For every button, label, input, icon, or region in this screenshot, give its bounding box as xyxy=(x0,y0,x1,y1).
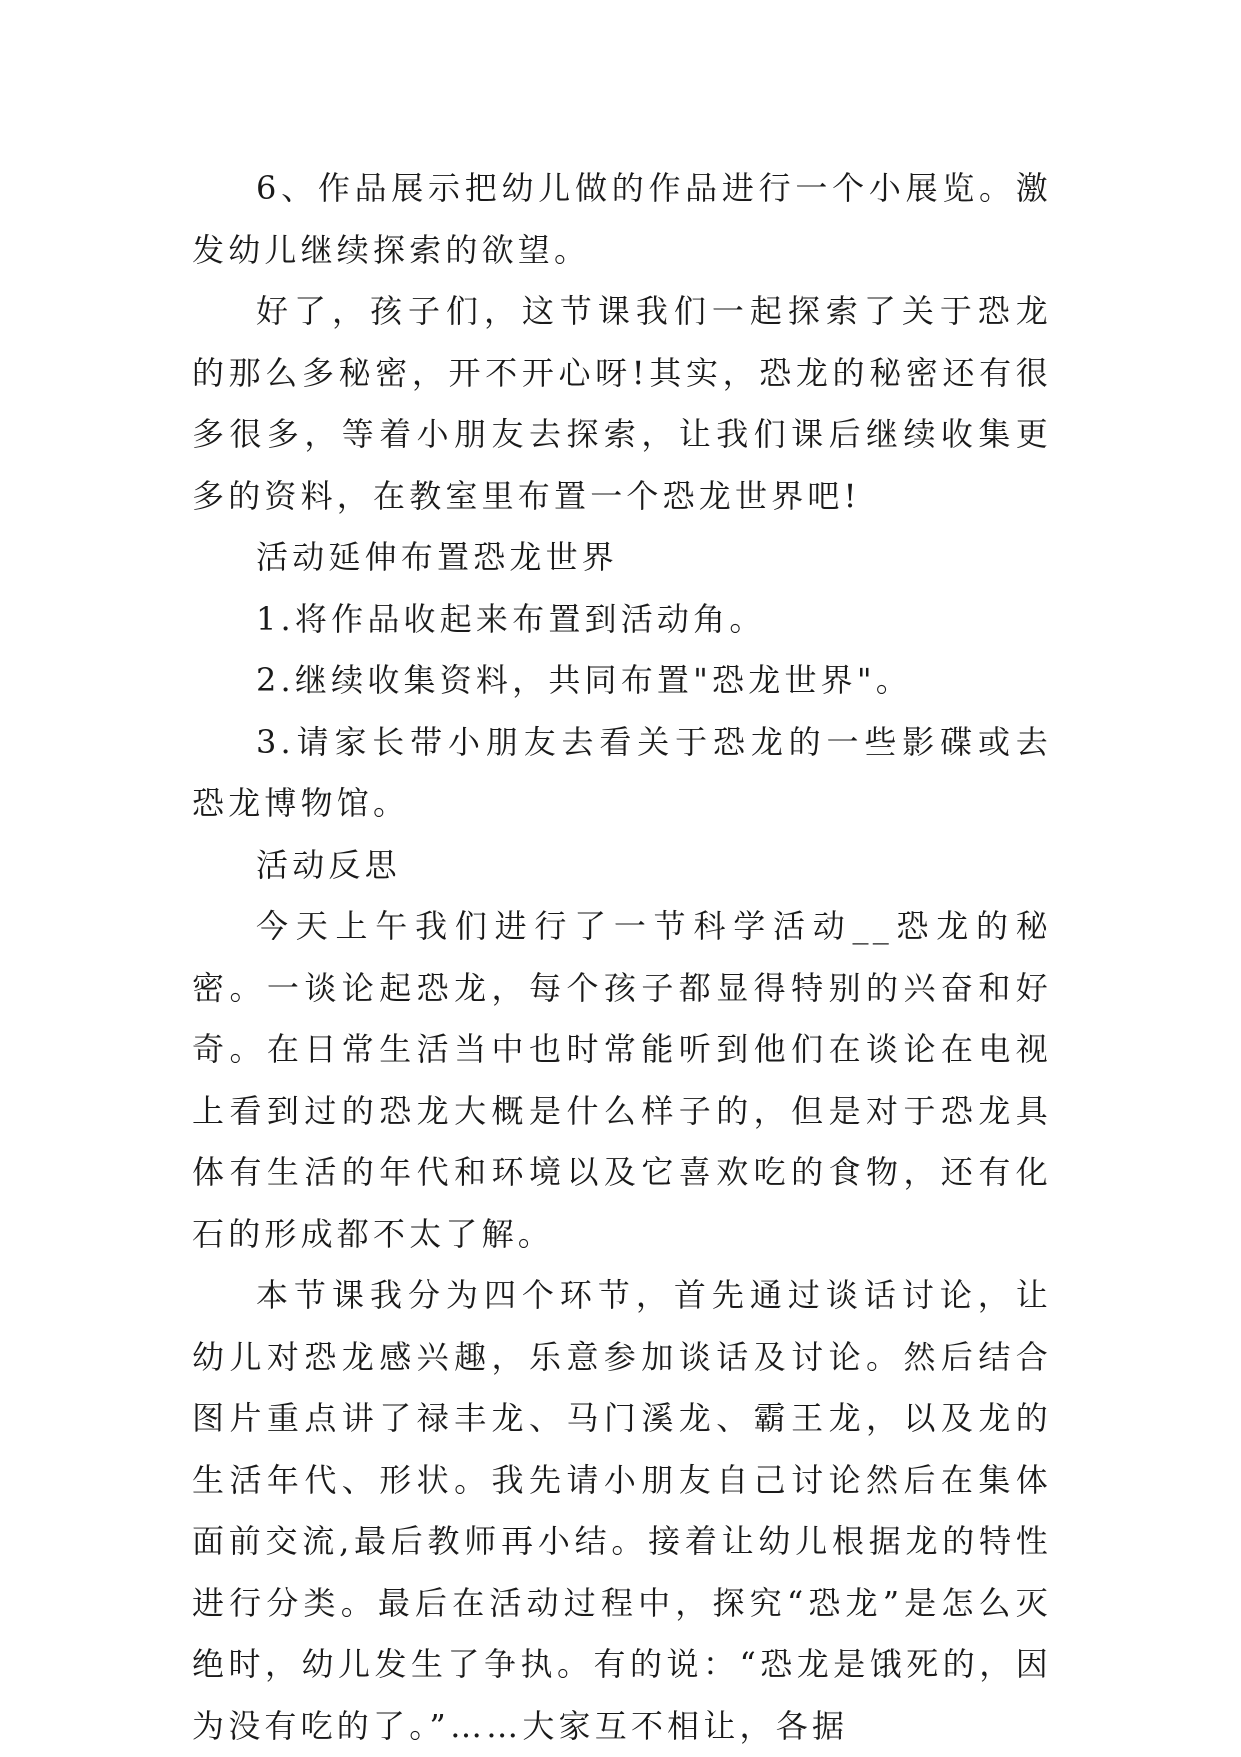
paragraph-reflection-2: 本节课我分为四个环节，首先通过谈话讨论，让幼儿对恐龙感兴趣，乐意参加谈话及讨论。然后结合图片重点讲了禄丰龙、马门溪龙、霸王龙，以及龙的生活年代、形状。我先请小朋友自己讨论然后在集体面前交流,最后教师再小结。接着让幼儿根据龙的特性进行分类。最后在活动过程中，探究“恐龙”是怎么灭绝时，幼儿发生了争执。有的说：“恐龙是饿死的，因为没有吃的了。”……大家互不相让，各据 xyxy=(192,1276,1052,1745)
paragraph-reflection-1: 今天上午我们进行了一节科学活动__恐龙的秘密。一谈论起恐龙，每个孩子都显得特别的兴奋和好奇。在日常生活当中也时常能听到他们在谈论在电视上看到过的恐龙大概是什么样子的，但是对于恐龙具体有生活的年代和环境以及它喜欢吃的食物，还有化石的形成都不太了解。 xyxy=(192,907,1052,1253)
paragraph-closing-remarks: 好了，孩子们，这节课我们一起探索了关于恐龙的那么多秘密，开不开心呀!其实，恐龙的秘密还有很多很多，等着小朋友去探索，让我们课后继续收集更多的资料，在教室里布置一个恐龙世界吧! xyxy=(192,292,1052,515)
heading-activity-extension: 活动延伸布置恐龙世界 xyxy=(256,538,619,576)
heading-activity-reflection: 活动反思 xyxy=(256,845,401,884)
list-item-3: 3.请家长带小朋友去看关于恐龙的一些影碟或去恐龙博物馆。 xyxy=(192,722,1052,822)
list-item-2: 2.继续收集资料，共同布置"恐龙世界"。 xyxy=(256,661,912,699)
paragraph-step-6: 6、作品展示把幼儿做的作品进行一个小展览。激发幼儿继续探索的欲望。 xyxy=(192,169,1052,269)
document-body xyxy=(192,158,1052,1757)
list-item-1: 1.将作品收起来布置到活动角。 xyxy=(256,599,766,638)
